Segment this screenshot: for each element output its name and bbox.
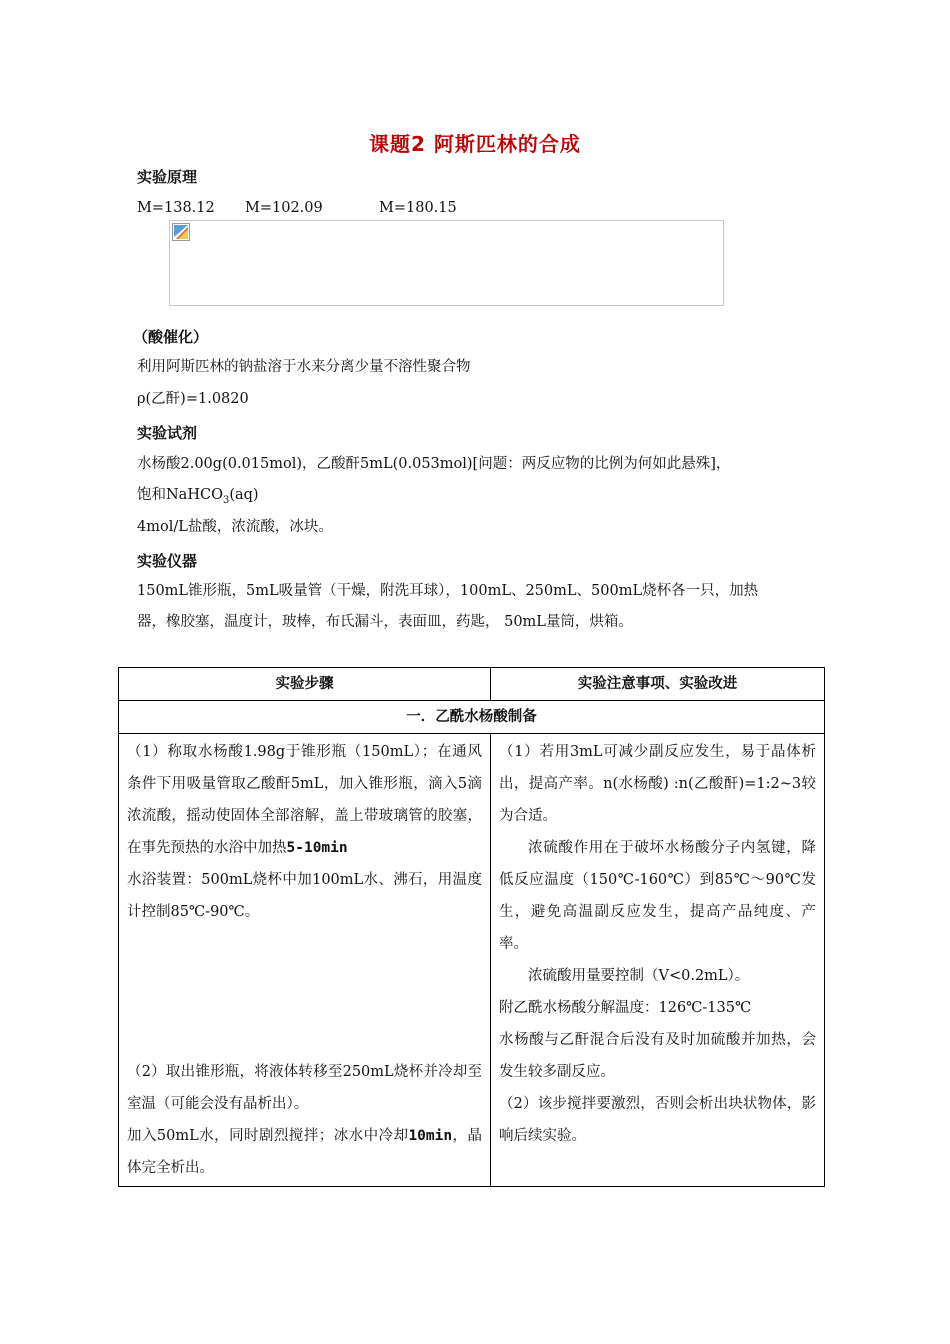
step-1-duration: 5-10min xyxy=(286,840,348,856)
step-1-text: （1）称取水杨酸1.98g于锥形瓶（150mL）；在通风条件下用吸量管取乙酸酐5mL，加入锥形瓶，滴入5滴浓流酸，摇动使固体全部溶解，盖上带玻璃管的胶塞，在事先预热的水浴中加热 xyxy=(127,744,482,856)
step-2-duration: 10min xyxy=(408,1128,453,1144)
molar-mass-row xyxy=(137,198,457,218)
procedure-table xyxy=(118,667,825,1187)
table-header-row xyxy=(119,668,825,701)
table-row xyxy=(119,734,825,1187)
molar-mass-2: M=102.09 xyxy=(245,200,323,216)
reaction-image-placeholder xyxy=(169,220,724,306)
reagents-line-2-post: (aq) xyxy=(229,487,259,503)
molar-mass-1: M=138.12 xyxy=(137,200,215,216)
principle-line-1: 利用阿斯匹林的钠盐溶于水来分离少量不溶性聚合物 xyxy=(137,359,471,375)
catalyst-note: （酸催化） xyxy=(133,328,209,346)
density-line: ρ(乙酐)=1.0820 xyxy=(137,391,249,407)
step-1 xyxy=(127,736,482,864)
col-header-steps: 实验步骤 xyxy=(119,668,491,701)
step-2-text: 加入50mL水，同时剧烈搅拌；冰水中冷却 xyxy=(127,1128,409,1144)
step-2-cont xyxy=(127,1120,482,1184)
section-title: 一．乙酰水杨酸制备 xyxy=(119,701,825,734)
note-1: （1）若用3mL可减少副反应发生，易于晶体析出，提高产率。n(水杨酸) :n(乙酸酐)=1:2~3较为合适。 xyxy=(499,744,816,824)
molar-mass-3: M=180.15 xyxy=(379,200,457,216)
reagents-line-3: 4mol/L盐酸，浓流酸，冰块。 xyxy=(137,519,333,535)
notes-cell xyxy=(491,734,825,1187)
reagents-line-1: 水杨酸2.00g(0.015mol)，乙酸酐5mL(0.053mol)[问题：两反应物的比例为何如此悬殊]， xyxy=(137,456,731,472)
reagents-line-2-pre: 饱和NaHCO xyxy=(137,487,223,503)
principle-heading: 实验原理 xyxy=(137,168,198,186)
reagents-line-2 xyxy=(137,485,259,511)
note-6: （2）该步搅拌要激烈，否则会析出块状物体，影响后续实验。 xyxy=(499,1096,816,1144)
broken-image-icon xyxy=(172,223,190,241)
reagents-line-2-sub: 3 xyxy=(222,494,230,506)
step-2: （2）取出锥形瓶，将液体转移至250mL烧杯并冷却至室温（可能会没有晶析出）。 xyxy=(127,1064,482,1112)
note-5: 水杨酸与乙酐混合后没有及时加硫酸并加热，会发生较多副反应。 xyxy=(499,1032,816,1080)
col-header-notes: 实验注意事项、实验改进 xyxy=(491,668,825,701)
note-2: 浓硫酸作用在于破坏水杨酸分子内氢键，降低反应温度（150℃-160℃）到85℃～90℃发生，避免高温副反应发生，提高产品纯度、产率。 xyxy=(499,840,816,952)
apparatus-line-2: 器，橡胶塞，温度计，玻棒，布氏漏斗，表面皿，药匙， 50mL量筒，烘箱。 xyxy=(137,614,633,630)
page-title: 课题2 阿斯匹林的合成 xyxy=(369,132,581,156)
steps-cell xyxy=(119,734,491,1187)
apparatus-line-1: 150mL锥形瓶，5mL吸量管（干燥，附洗耳球），100mL、250mL、500mL烧杯各一只，加热 xyxy=(137,583,759,599)
section-row xyxy=(119,701,825,734)
reagents-heading: 实验试剂 xyxy=(137,424,198,442)
apparatus-heading: 实验仪器 xyxy=(137,552,198,570)
step-2-tail: ，晶体完全析出。 xyxy=(127,1128,483,1176)
note-4: 附乙酰水杨酸分解温度：126℃-135℃ xyxy=(499,1000,752,1016)
note-3: 浓硫酸用量要控制（V<0.2mL）。 xyxy=(528,968,750,984)
step-1-bath: 水浴装置：500mL烧杯中加100mL水、沸石，用温度计控制85℃-90℃。 xyxy=(127,872,482,920)
